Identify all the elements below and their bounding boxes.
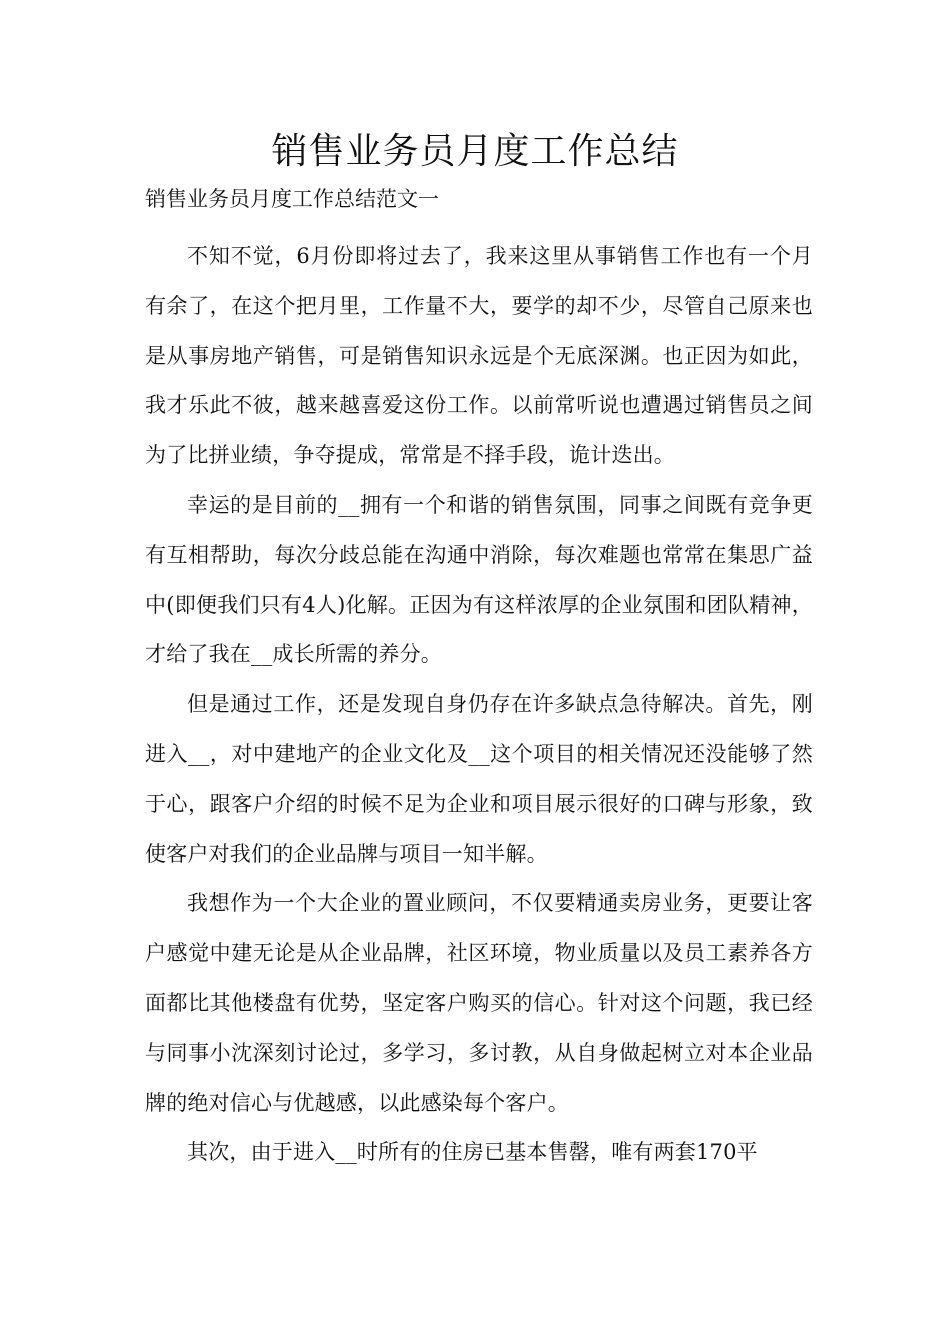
paragraph: 不知不觉，6月份即将过去了，我来这里从事销售工作也有一个月有余了，在这个把月里，工作量不大，要学的却不少，尽管自己原来也是从事房地产销售，可是销售知识永远是个无底深渊。也正因为如此，我才乐此不彼，越来越喜爱这份工作。以前常听说也遭遇过销售员之间为了比拼业绩，争夺提成，常常是不择手段，诡计迭出。 xyxy=(145,244,813,468)
paragraph: 幸运的是目前的__拥有一个和谐的销售氛围，同事之间既有竞争更有互相帮助，每次分歧总能在沟通中消除，每次难题也常常在集思广益中(即便我们只有4人)化解。正因为有这样浓厚的企业氛围和团队精神，才给了我在__成长所需的养分。 xyxy=(145,492,813,667)
document-title: 销售业务员月度工作总结 xyxy=(271,131,679,172)
document-body xyxy=(145,232,813,1178)
paragraph: 其次，由于进入__时所有的住房已基本售罄，唯有两套170平 xyxy=(187,1140,758,1165)
document-subtitle: 销售业务员月度工作总结范文一 xyxy=(145,187,439,211)
paragraph: 但是通过工作，还是发现自身仍存在许多缺点急待解决。首先，刚进入__，对中建地产的企业文化及__这个项目的相关情况还没能够了然于心，跟客户介绍的时候不足为企业和项目展示很好的口碑与形象，致使客户对我们的企业品牌与项目一知半解。 xyxy=(145,692,813,866)
paragraph: 我想作为一个大企业的置业顾问，不仅要精通卖房业务，更要让客户感觉中建无论是从企业品牌，社区环境，物业质量以及员工素养各方面都比其他楼盘有优势，坚定客户购买的信心。针对这个问题，我已经与同事小沈深刻讨论过，多学习，多讨教，从自身做起树立对本企业品牌的绝对信心与优越感，以此感染每个客户。 xyxy=(145,891,813,1115)
